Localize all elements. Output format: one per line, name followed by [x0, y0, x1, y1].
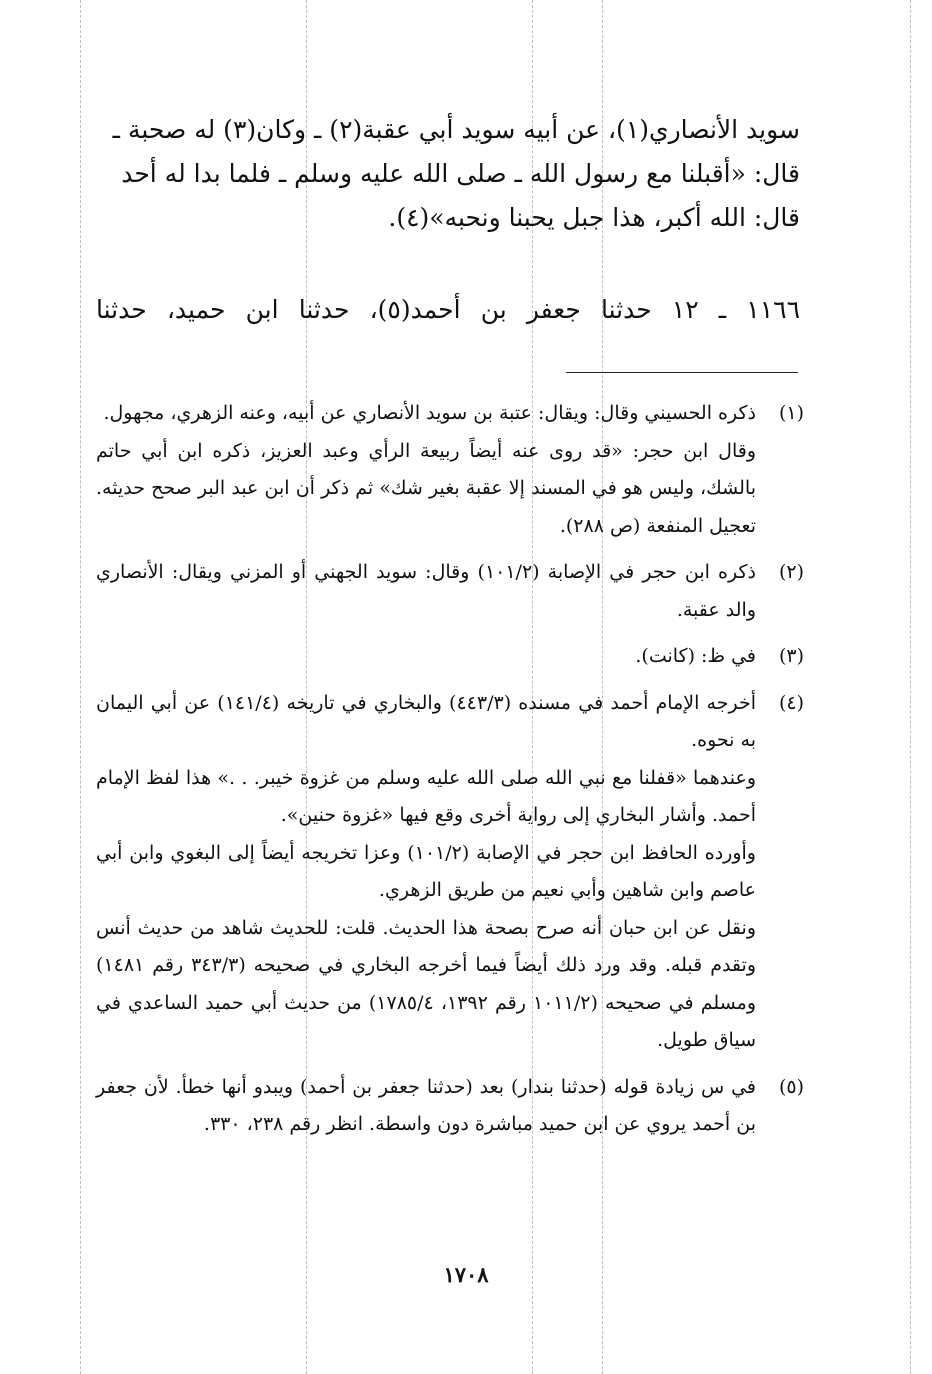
footnote-paragraph: أخرجه الإمام أحمد في مسنده (٤٤٣/٣) والبخاري في تاريخه (١٤١/٤) عن أبي اليمان به نحوه.: [96, 691, 756, 751]
scan-guide-line: [910, 0, 911, 1374]
hadith-opening-line: ١١٦٦ ـ ١٢ حدثنا جعفر بن أحمد(٥)، حدثنا ابن حميد، حدثنا: [96, 295, 800, 324]
footnote-body: [96, 638, 756, 676]
footnote-number: (٣): [778, 645, 804, 667]
footnote-number: (٥): [778, 1075, 804, 1098]
footnote: [96, 685, 804, 1060]
main-text-line: قال: «أقبلنا مع رسول الله ـ صلى الله عليه وسلم ـ فلما بدا له أحد: [121, 159, 800, 188]
footnote-paragraph: في ظ: (كانت).: [635, 645, 756, 667]
main-text-line: سويد الأنصاري(١)، عن أبيه سويد أبي عقبة(٢) ـ وكان(٣) له صحبة ـ: [112, 115, 800, 144]
footnote-number: (٤): [778, 691, 804, 714]
footnote-number: (١): [778, 402, 804, 424]
footnotes: [96, 395, 804, 1153]
main-text-line: قال: الله أكبر، هذا جبل يحبنا ونحبه»(٤).: [388, 203, 800, 232]
footnote: [96, 1069, 804, 1144]
footnote-paragraph: ونقل عن ابن حبان أنه صرح بصحة هذا الحديث. قلت: للحديث شاهد من حديث أنس وتقدم قبله. وقد ورد ذلك أيضاً فيما أخرجه البخاري في صحيحه (٣٤٣/٣ رقم ١٤٨١) ومسلم في صحيحه (١٠١١/٢ رقم ١٣٩٢، ١٧٨٥/٤) من حديث أبي حميد الساعدي في سياق طويل.: [96, 916, 757, 1051]
scan-guide-line: [80, 0, 81, 1374]
footnote: [96, 554, 804, 629]
footnote-paragraph: وأورده الحافظ ابن حجر في الإصابة (١٠١/٢) وعزا تخريجه أيضاً إلى البغوي وابن أبي عاصم وابن شاهين وأبي نعيم من طريق الزهري.: [96, 841, 756, 901]
main-text: [96, 108, 800, 240]
footnote-number: (٢): [778, 561, 804, 583]
footnote-body: [96, 554, 756, 629]
footnote-body: [96, 1069, 756, 1144]
footnote-paragraph: في س زيادة قوله (حدثنا بندار) بعد (حدثنا جعفر بن أحمد) ويبدو أنها خطأ. لأن جعفر بن أحمد يروي عن ابن حميد مباشرة دون واسطة. انظر رقم ٢٣٨، ٣٣٠.: [96, 1075, 756, 1135]
footnote-body: [96, 395, 756, 545]
footnote-body: [96, 685, 756, 1060]
page-number: ١٧٠٨: [443, 1262, 489, 1287]
footnote-paragraph: ذكره ابن حجر في الإصابة (١٠١/٢) وقال: سويد الجهني أو المزني ويقال: الأنصاري والد عقبة.: [96, 561, 756, 621]
footnote-paragraph: ذكره الحسيني وقال: ويقال: عتبة بن سويد الأنصاري عن أبيه، وعنه الزهري، مجهول.: [103, 402, 756, 424]
footnote-paragraph: وقال ابن حجر: «قد روى عنه أيضاً ربيعة الرأي وعبد العزيز، ذكره ابن أبي حاتم بالشك، وليس هو في المسند إلا عقبة بغير شك» ثم ذكر أن ابن عبد البر صحح حديثه. تعجيل المنفعة (ص ٢٨٨).: [96, 439, 756, 537]
footnote: [96, 638, 804, 676]
footnote-paragraph: وعندهما «قفلنا مع نبي الله صلى الله عليه وسلم من غزوة خيبر. . .» هذا لفظ الإمام أحمد. وأشار البخاري إلى رواية أخرى وقع فيها «غزوة حنين».: [96, 766, 756, 826]
footnote-separator: [566, 372, 798, 373]
footnote: [96, 395, 804, 545]
